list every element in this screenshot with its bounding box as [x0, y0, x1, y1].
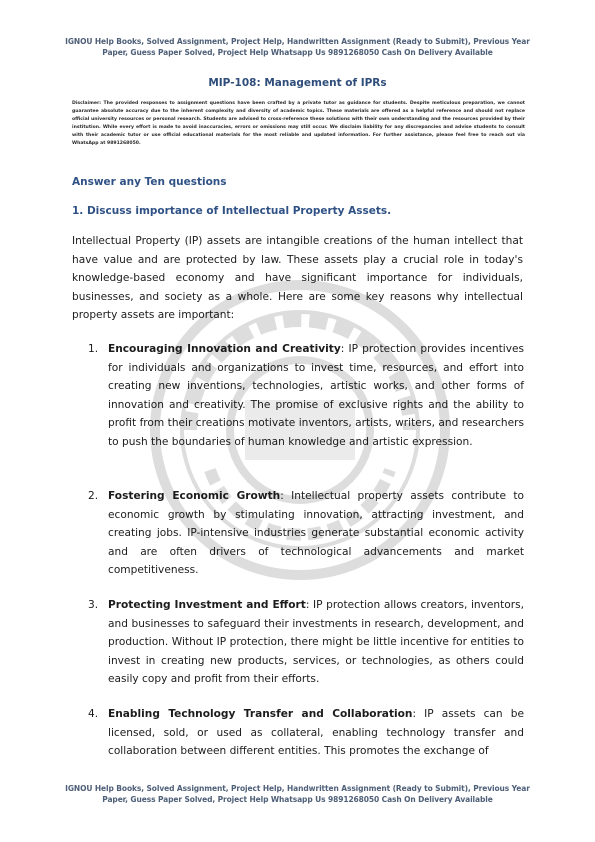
- list-item-number: 4.: [88, 708, 99, 720]
- list-item-number: 2.: [88, 490, 99, 502]
- list-item-body: [108, 487, 524, 580]
- list-item-text: : Intellectual property assets contribute to economic growth by stimulating innovation, attracting investment, and creating jobs. IP-intensive industries generate substantial economic activity and are often drivers of technological advancements and market competitiveness.: [108, 490, 524, 577]
- list-item-body: [108, 705, 524, 761]
- list-item-text: : IP protection allows creators, inventors, and businesses to safeguard their investments in research, development, and production. Without IP protection, there might be little incentive for entities to invest in creating new products, services, or technologies, as others could easily copy and profit from their efforts.: [108, 599, 524, 686]
- list-item: [88, 487, 524, 580]
- list-item-text: : IP assets can be licensed, sold, or used as collateral, enabling technology transfer and collaboration between different entities. This promotes the exchange of: [108, 708, 524, 758]
- list-item-lead: Enabling Technology Transfer and Collaboration: [108, 708, 413, 720]
- footer-banner: IGNOU Help Books, Solved Assignment, Project Help, Handwritten Assignment (Ready to Submit), Previous Year Paper, Guess Paper Solved, Project Help Whatsapp Us 9891268050 Cash On Delivery Available: [65, 784, 530, 804]
- list-item-number: 3.: [88, 599, 99, 611]
- list-item-body: [108, 340, 524, 452]
- question-heading: 1. Discuss importance of Intellectual Property Assets.: [72, 205, 392, 217]
- list-item-text: : IP protection provides incentives for individuals and organizations to invest time, resources, and effort into creating new inventions, technologies, artistic works, and other forms of innovation and creativity. The promise of exclusive rights and the ability to profit from their creations motivate inventors, artists, writers, and researchers to push the boundaries of human knowledge and artistic expression.: [108, 343, 525, 448]
- list-item-lead: Protecting Investment and Effort: [108, 599, 306, 611]
- document-title: MIP-108: Management of IPRs: [208, 77, 387, 89]
- instruction-heading: Answer any Ten questions: [72, 176, 227, 188]
- intro-paragraph: Intellectual Property (IP) assets are intangible creations of the human intellect that have value and are protected by law. These assets play a crucial role in today's knowledge-based economy and have significant importance for individuals, businesses, and society as a whole. Here are some key reasons why intellectual property assets are important:: [72, 235, 523, 322]
- list-item-lead: Encouraging Innovation and Creativity: [108, 343, 341, 355]
- list-item-lead: Fostering Economic Growth: [108, 490, 281, 502]
- disclaimer-text: Disclaimer: The provided responses to assignment questions have been crafted by a private tutor as guidance for students. Despite meticulous preparation, we cannot guarantee absolute accuracy due to the inherent complexity and diversity of academic topics. These materials are offered as a helpful reference and should not replace official university resources or personal research. Students are advised to cross-reference these solutions with their own understanding and the resources provided by their institution. While every effort is made to avoid inaccuracies, errors or omissions may still occur. We disclaim liability for any discrepancies and advise students to consult with their academic tutor or use official educational materials for the most reliable and updated information. For further assistance, please feel free to reach out via WhatsApp at 9891268050.: [72, 101, 525, 146]
- list-item: [88, 705, 524, 761]
- list-item: [88, 596, 524, 689]
- header-banner: IGNOU Help Books, Solved Assignment, Project Help, Handwritten Assignment (Ready to Submit), Previous Year Paper, Guess Paper Solved, Project Help Whatsapp Us 9891268050 Cash On Delivery Available: [65, 37, 530, 57]
- list-item: [88, 340, 524, 452]
- list-item-body: [108, 596, 524, 689]
- list-item-number: 1.: [88, 343, 99, 355]
